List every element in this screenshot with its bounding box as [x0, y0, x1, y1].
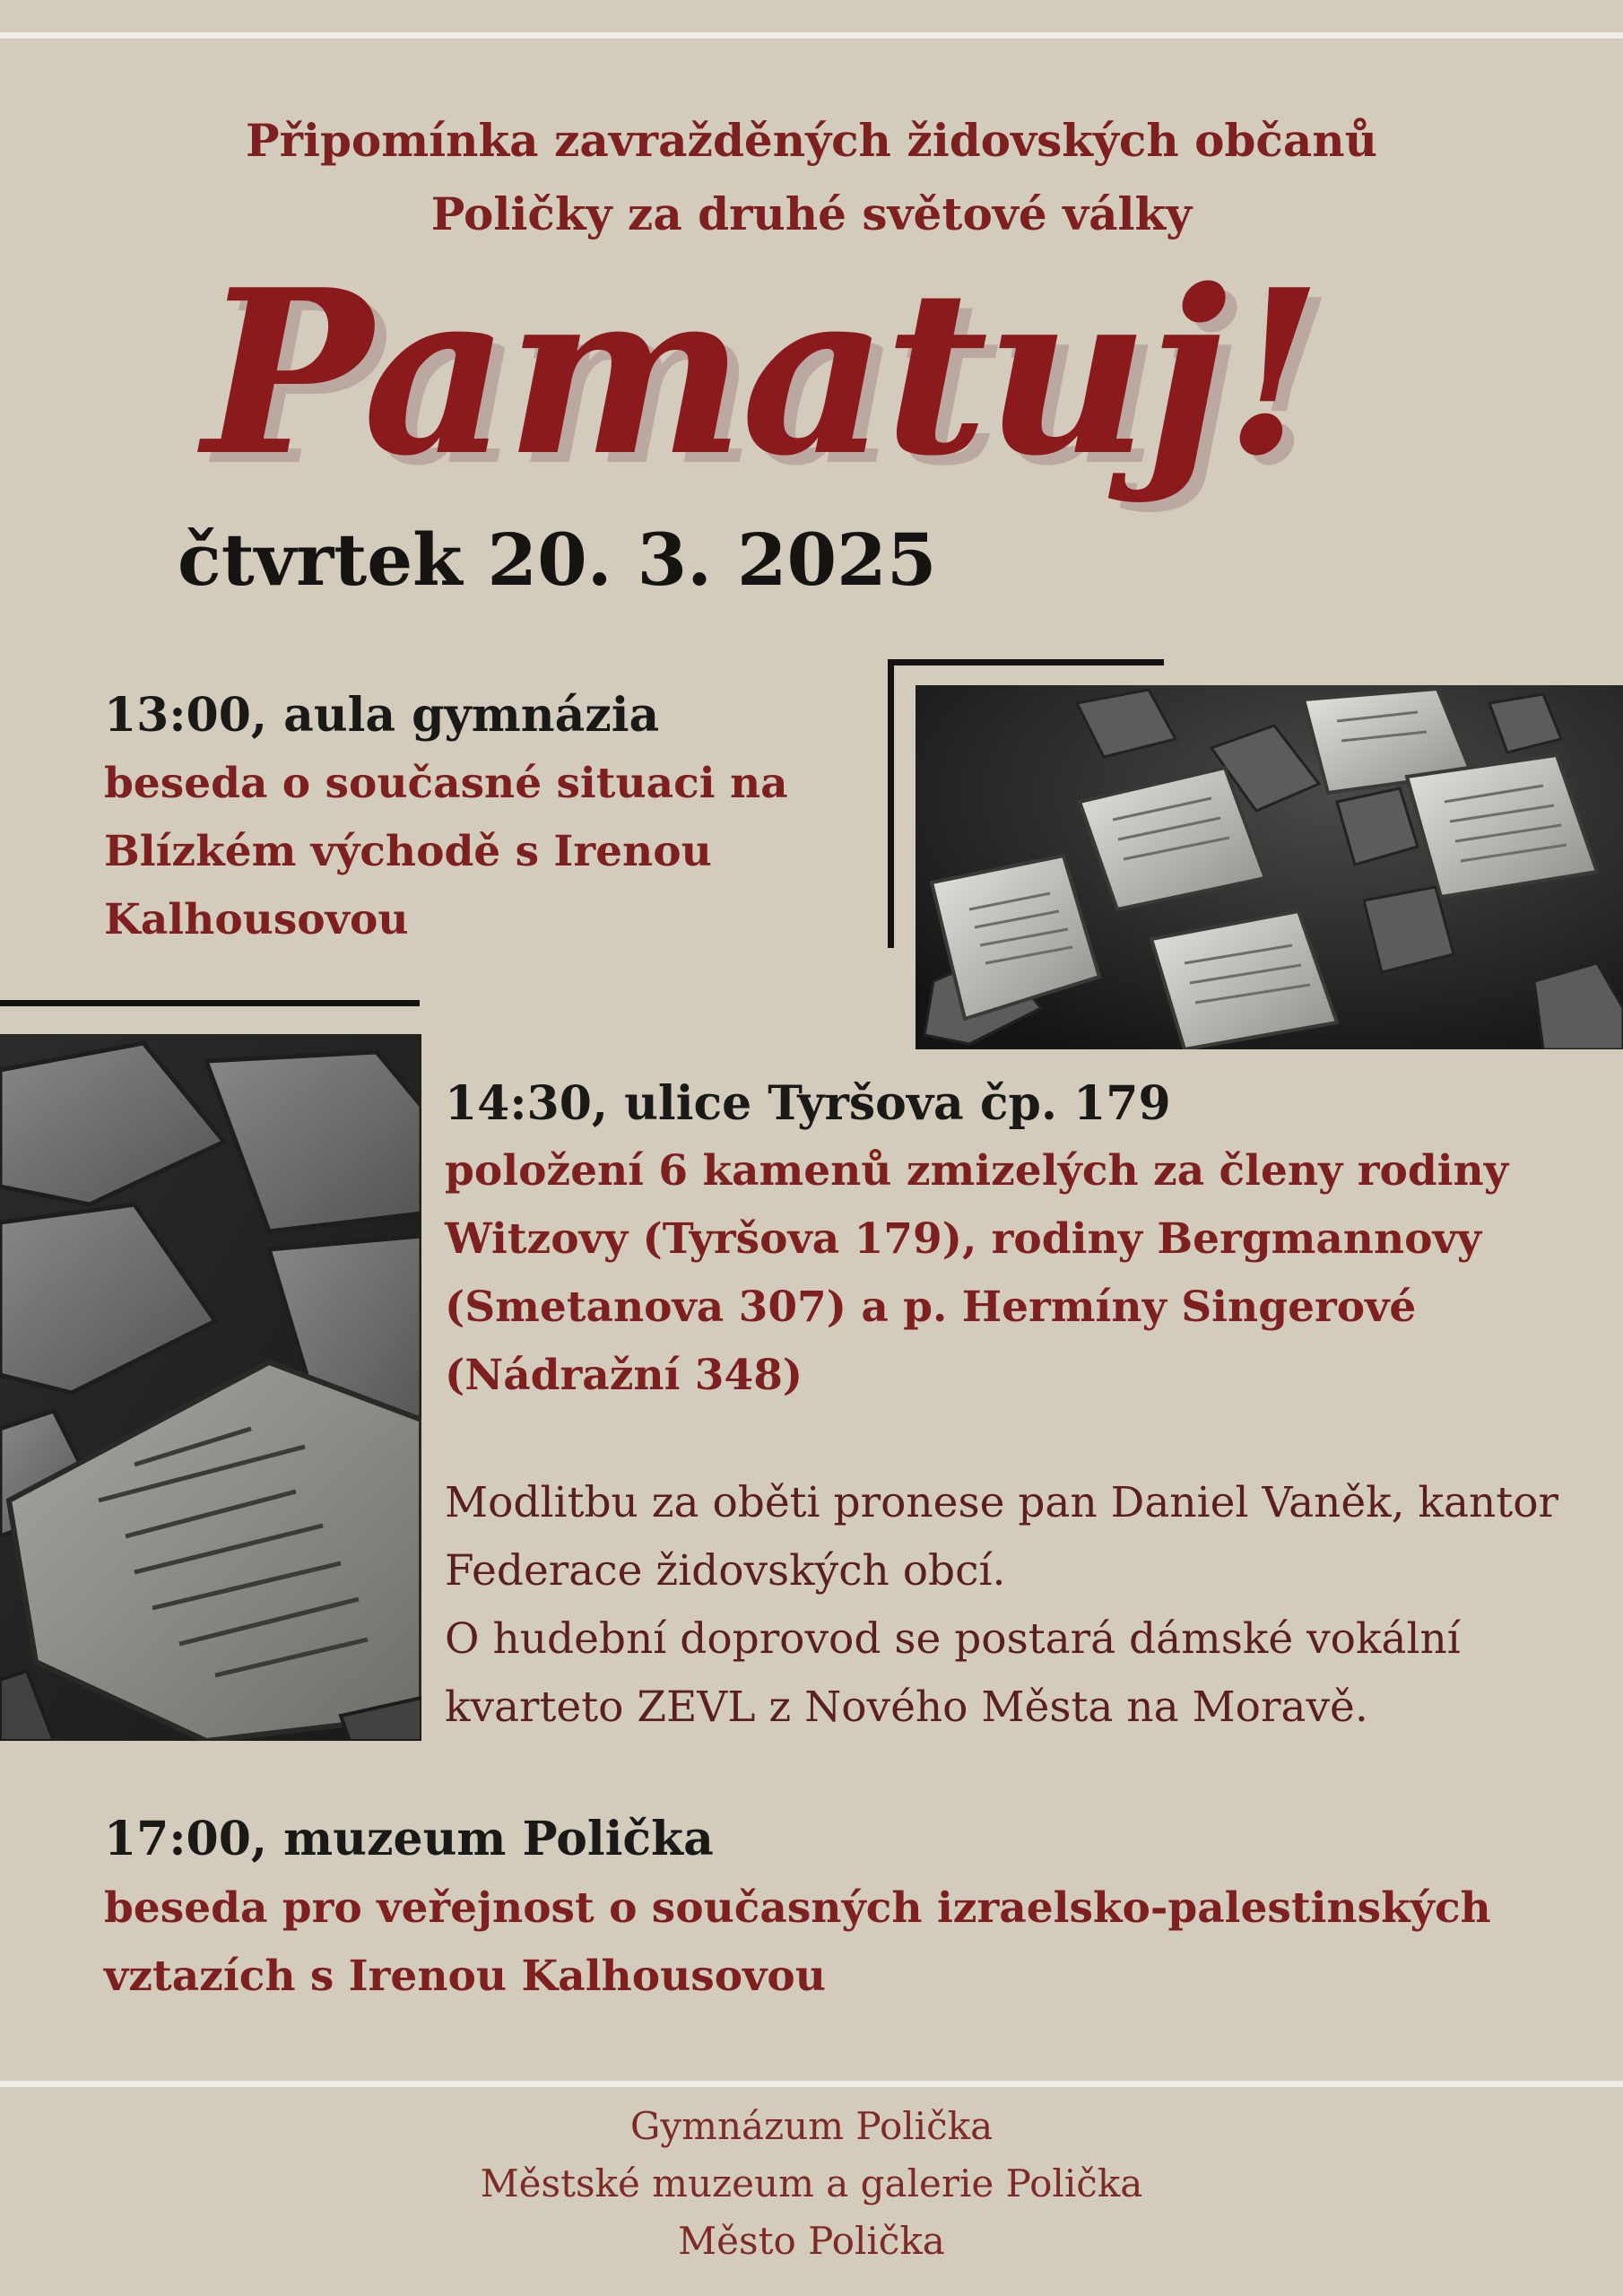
header-line-2: Poličky za druhé světové války [430, 187, 1193, 240]
event-2-line: Witzovy (Tyršova 179), rodiny Bergmannovy [445, 1214, 1482, 1264]
event-2-line: (Smetanova 307) a p. Hermíny Singerové [445, 1283, 1417, 1332]
event-2-heading: 14:30, ulice Tyršova čp. 179 [445, 1076, 1171, 1131]
photo-2-frame-top [0, 1000, 420, 1006]
event-2-description [445, 1137, 1508, 1410]
event-1-line: beseda o současné situaci na [104, 759, 788, 808]
event-2-line: (Nádražní 348) [445, 1351, 803, 1400]
event-2-line: položení 6 kamenů zmizelých za členy rodiny [445, 1146, 1509, 1196]
event-2-info [445, 1469, 1558, 1742]
footer-org-town: Město Polička [678, 2219, 945, 2263]
footer-org-museum: Městské muzeum a galerie Polička [480, 2161, 1143, 2205]
photo-1-frame-top [888, 659, 1164, 665]
main-title: Pamatuj! [203, 240, 1320, 506]
event-date: čtvrtek 20. 3. 2025 [178, 517, 937, 602]
event-3-line: vztazích s Irenou Kalhousovou [104, 1952, 826, 2001]
event-1-description [104, 750, 788, 954]
event-3-line: beseda pro veřejnost o současných izraelsko-palestinských [104, 1883, 1491, 1933]
event-1-heading: 13:00, aula gymnázia [104, 688, 660, 743]
photo-1-frame-left [888, 659, 894, 948]
event-2-info-line: kvarteto ZEVL z Nového Města na Moravě. [445, 1683, 1368, 1732]
event-3-description [104, 1874, 1491, 2011]
stolpersteine-photo-1 [916, 685, 1623, 1049]
footer-divider [0, 2081, 1623, 2087]
event-1-line: Blízkém východě s Irenou [104, 827, 712, 876]
event-2-info-line: Modlitbu za oběti pronese pan Daniel Vaněk, kantor [445, 1478, 1558, 1527]
event-1-line: Kalhousovou [104, 895, 409, 944]
header-line-1: Připomínka zavražděných židovských občanů [246, 114, 1377, 167]
event-2-info-line: Federace židovských obcí. [445, 1546, 1006, 1596]
top-divider [0, 32, 1623, 39]
footer-org-gymnazium: Gymnázum Polička [629, 2104, 994, 2148]
stolpersteine-photo-2 [0, 1034, 421, 1741]
event-2-info-line: O hudební doprovod se postará dámské vokální [445, 1614, 1461, 1664]
event-3-heading: 17:00, muzeum Polička [104, 1812, 714, 1866]
